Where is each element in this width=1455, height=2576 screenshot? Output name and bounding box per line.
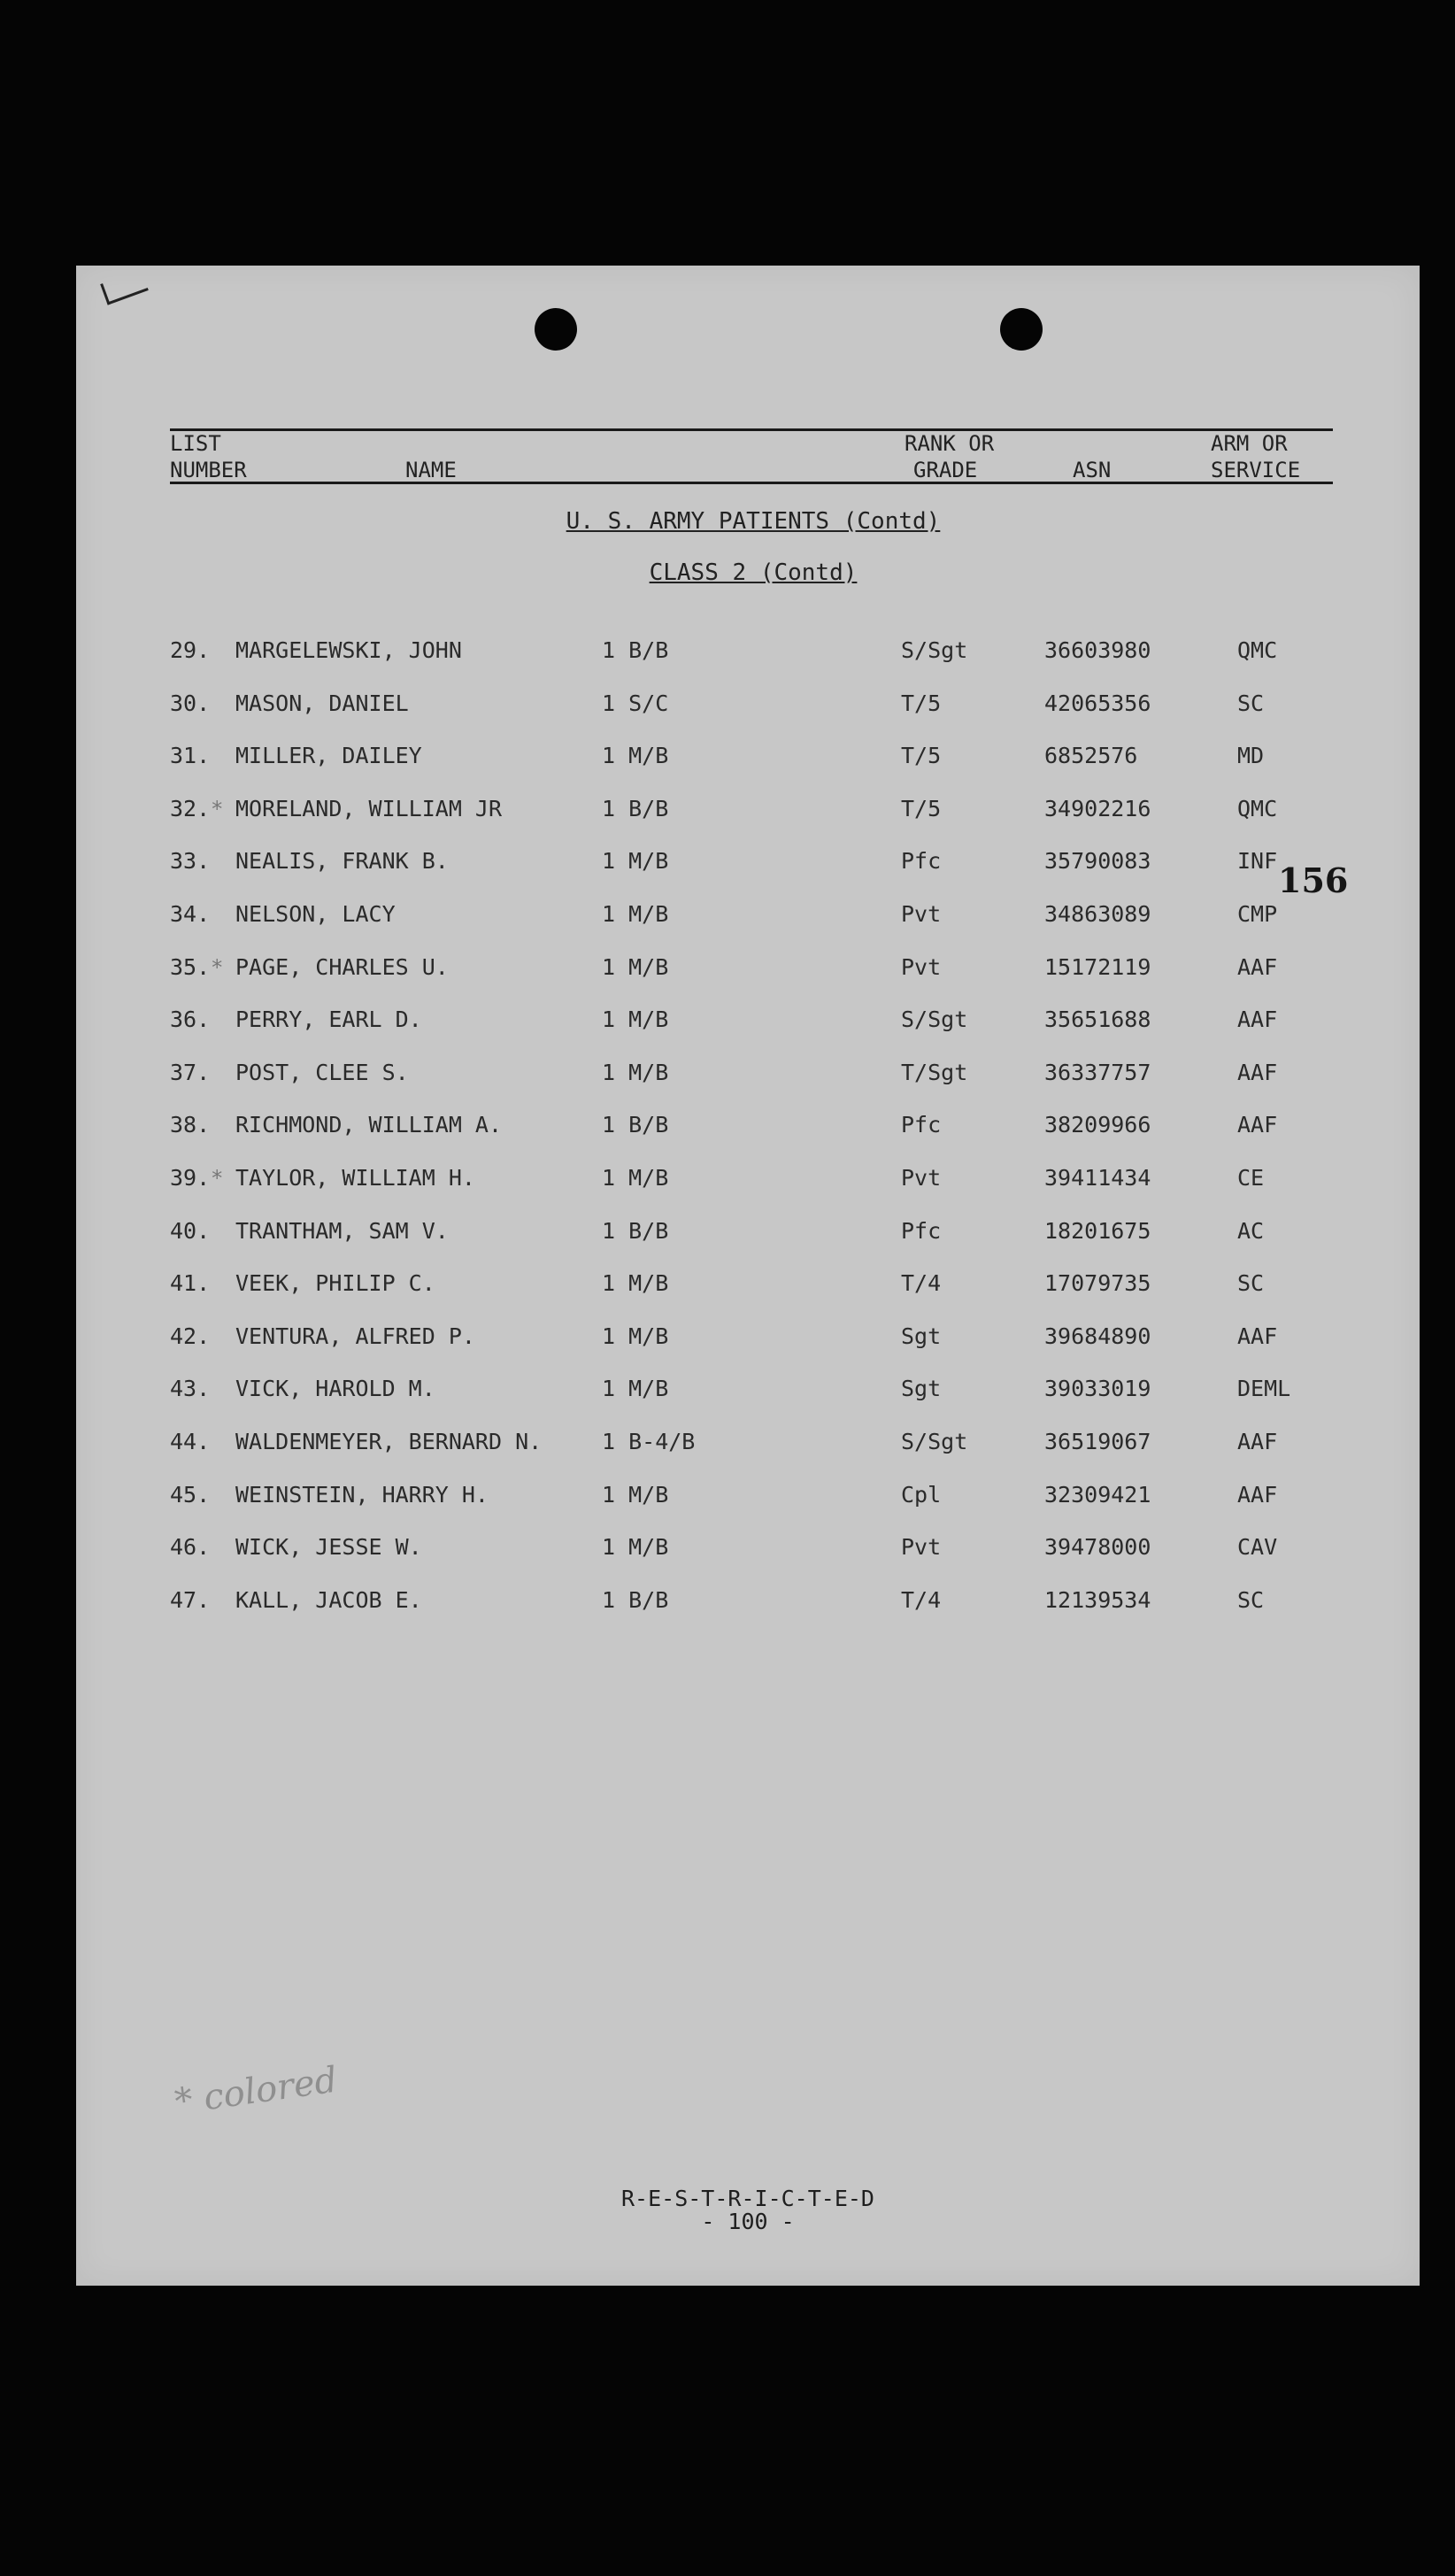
patient-arm-service: AC — [1237, 1217, 1265, 1244]
patient-class: 1 M/B — [602, 743, 669, 769]
row-number: 41. — [170, 1270, 211, 1297]
row-number: 30. — [170, 690, 211, 716]
patient-asn: 39478000 — [1044, 1534, 1151, 1561]
patient-rank: S/Sgt — [901, 1429, 968, 1454]
header-arm-line2: SERVICE — [1211, 458, 1301, 482]
patient-arm-service: SC — [1237, 690, 1265, 716]
patient-class: 1 M/B — [602, 1059, 669, 1085]
patient-name: TAYLOR, WILLIAM H. — [235, 1165, 475, 1191]
footer-restricted: R-E-S-T-R-I-C-T-E-D — [621, 2186, 874, 2211]
section-subtitle — [76, 559, 1430, 586]
patient-name: PERRY, EARL D. — [235, 1006, 422, 1033]
annotation-mark: * — [211, 796, 224, 821]
patient-arm-service: INF — [1237, 848, 1278, 875]
row-number: 31. — [170, 743, 211, 769]
footer-page-number: - 100 - — [701, 2209, 795, 2234]
patient-rank: Sgt — [901, 1323, 942, 1349]
patient-class: 1 B/B — [602, 1112, 669, 1138]
patient-name: TRANTHAM, SAM V. — [235, 1217, 449, 1244]
patient-rank: Pvt — [901, 901, 942, 927]
patient-class: 1 B-4/B — [602, 1429, 696, 1454]
patient-asn: 36603980 — [1044, 637, 1151, 663]
patient-class: 1 M/B — [602, 1006, 669, 1033]
table-row — [76, 1216, 1420, 1252]
patient-rank: Pfc — [901, 1112, 942, 1138]
table-row — [76, 953, 1420, 988]
patient-name: PAGE, CHARLES U. — [235, 953, 449, 980]
patient-rank: Pfc — [901, 1217, 942, 1244]
patient-name: POST, CLEE S. — [235, 1059, 409, 1085]
patient-rank: Pvt — [901, 1534, 942, 1561]
row-number: 36. — [170, 1006, 211, 1033]
patient-class: 1 M/B — [602, 1165, 669, 1191]
patient-rank: S/Sgt — [901, 637, 968, 663]
patient-asn: 39684890 — [1044, 1323, 1151, 1349]
table-row — [76, 794, 1420, 829]
table-row — [76, 689, 1420, 724]
patient-arm-service: AAF — [1237, 1112, 1278, 1138]
patient-class: 1 B/B — [602, 1586, 669, 1613]
row-number: 44. — [170, 1429, 211, 1454]
patient-class: 1 M/B — [602, 1270, 669, 1297]
section-title-text: U. S. ARMY PATIENTS (Contd) — [566, 508, 941, 535]
patient-name: WEINSTEIN, HARRY H. — [235, 1481, 489, 1508]
patient-name: VENTURA, ALFRED P. — [235, 1323, 475, 1349]
page-stamp-number: 156 — [1278, 860, 1349, 900]
patient-arm-service: CMP — [1237, 901, 1278, 927]
patient-arm-service: CE — [1237, 1165, 1265, 1191]
row-number: 38. — [170, 1112, 211, 1138]
patient-class: 1 B/B — [602, 637, 669, 663]
patient-arm-service: MD — [1237, 743, 1265, 769]
punch-hole-left — [535, 308, 577, 351]
patient-class: 1 M/B — [602, 901, 669, 927]
patient-asn: 39411434 — [1044, 1165, 1151, 1191]
table-row — [76, 1427, 1420, 1462]
row-number: 37. — [170, 1059, 211, 1085]
row-number: 46. — [170, 1534, 211, 1561]
header-asn: ASN — [1073, 458, 1112, 482]
patient-name: NEALIS, FRANK B. — [235, 848, 449, 875]
patient-class: 1 B/B — [602, 795, 669, 821]
handwritten-note: * colored — [172, 2059, 340, 2123]
annotation-mark: * — [211, 954, 224, 980]
header-list-number — [170, 430, 247, 483]
patient-name: NELSON, LACY — [235, 901, 396, 927]
table-row — [76, 1110, 1420, 1145]
header-rule-bottom — [170, 482, 1333, 484]
patient-rank: T/Sgt — [901, 1059, 968, 1085]
patient-class: 1 M/B — [602, 1534, 669, 1561]
patient-rank: Pvt — [901, 1165, 942, 1191]
table-row — [76, 1374, 1420, 1409]
patient-class: 1 M/B — [602, 848, 669, 875]
document-page — [76, 266, 1420, 2286]
patient-class: 1 S/C — [602, 690, 669, 716]
table-row — [76, 636, 1420, 671]
patient-asn: 39033019 — [1044, 1376, 1151, 1402]
patient-asn: 38209966 — [1044, 1112, 1151, 1138]
header-rank-line2: GRADE — [913, 458, 978, 482]
row-number: 34. — [170, 901, 211, 927]
table-row — [76, 1058, 1420, 1093]
patient-name: MASON, DANIEL — [235, 690, 409, 716]
patient-asn: 17079735 — [1044, 1270, 1151, 1297]
table-row — [76, 1480, 1420, 1516]
patient-asn: 15172119 — [1044, 953, 1151, 980]
header-rank-grade — [905, 430, 994, 483]
patient-arm-service: SC — [1237, 1586, 1265, 1613]
header-rank-line1: RANK OR — [905, 431, 995, 456]
patient-class: 1 M/B — [602, 953, 669, 980]
patient-rank: T/4 — [901, 1270, 942, 1297]
patient-arm-service: AAF — [1237, 953, 1278, 980]
patient-arm-service: QMC — [1237, 795, 1278, 821]
table-row — [76, 1532, 1420, 1568]
patient-class: 1 B/B — [602, 1217, 669, 1244]
header-arm-line1: ARM OR — [1211, 431, 1288, 456]
table-row — [76, 1163, 1420, 1199]
annotation-mark: * — [211, 1166, 224, 1191]
row-number: 29. — [170, 637, 211, 663]
patient-asn: 36337757 — [1044, 1059, 1151, 1085]
patient-asn: 35651688 — [1044, 1006, 1151, 1033]
section-subtitle-text: CLASS 2 (Contd) — [649, 559, 858, 586]
patient-class: 1 M/B — [602, 1481, 669, 1508]
patient-name: VICK, HAROLD M. — [235, 1376, 435, 1402]
patient-rank: T/4 — [901, 1586, 942, 1613]
patient-name: KALL, JACOB E. — [235, 1586, 422, 1613]
patient-rank: Pvt — [901, 953, 942, 980]
row-number: 42. — [170, 1323, 211, 1349]
patient-arm-service: AAF — [1237, 1006, 1278, 1033]
table-row — [76, 846, 1420, 882]
patient-asn: 6852576 — [1044, 743, 1138, 769]
patient-arm-service: SC — [1237, 1270, 1265, 1297]
patient-name: RICHMOND, WILLIAM A. — [235, 1112, 503, 1138]
patient-asn: 12139534 — [1044, 1586, 1151, 1613]
patient-arm-service: AAF — [1237, 1429, 1278, 1454]
header-name: NAME — [405, 458, 457, 482]
staple-mark — [100, 269, 149, 305]
patient-asn: 42065356 — [1044, 690, 1151, 716]
patient-arm-service: AAF — [1237, 1323, 1278, 1349]
patient-class: 1 M/B — [602, 1376, 669, 1402]
patient-name: MARGELEWSKI, JOHN — [235, 637, 462, 663]
patient-name: VEEK, PHILIP C. — [235, 1270, 435, 1297]
patient-arm-service: QMC — [1237, 637, 1278, 663]
patient-arm-service: CAV — [1237, 1534, 1278, 1561]
patient-arm-service: DEML — [1237, 1376, 1291, 1402]
header-arm-service — [1211, 430, 1300, 483]
table-row — [76, 1269, 1420, 1304]
table-row — [76, 1585, 1420, 1621]
patient-asn: 34902216 — [1044, 795, 1151, 821]
patient-asn: 32309421 — [1044, 1481, 1151, 1508]
patient-name: WICK, JESSE W. — [235, 1534, 422, 1561]
row-number: 43. — [170, 1376, 211, 1402]
header-list-number-line2: NUMBER — [170, 458, 247, 482]
row-number: 35. — [170, 953, 211, 980]
table-row — [76, 1322, 1420, 1357]
patient-asn: 34863089 — [1044, 901, 1151, 927]
patient-rank: T/5 — [901, 795, 942, 821]
row-number: 45. — [170, 1481, 211, 1508]
patient-rank: Pfc — [901, 848, 942, 875]
patient-arm-service: AAF — [1237, 1481, 1278, 1508]
patient-rank: Sgt — [901, 1376, 942, 1402]
patient-name: MORELAND, WILLIAM JR — [235, 795, 503, 821]
header-rule-top — [170, 428, 1333, 431]
row-number: 32. — [170, 795, 211, 821]
row-number: 33. — [170, 848, 211, 875]
section-title — [76, 508, 1430, 535]
patient-rank: Cpl — [901, 1481, 942, 1508]
patient-arm-service: AAF — [1237, 1059, 1278, 1085]
patient-name: WALDENMEYER, BERNARD N. — [235, 1429, 543, 1454]
row-number: 39. — [170, 1165, 211, 1191]
table-row — [76, 899, 1420, 935]
header-list-number-line1: LIST — [170, 431, 221, 456]
patient-rank: T/5 — [901, 690, 942, 716]
row-number: 40. — [170, 1217, 211, 1244]
patient-class: 1 M/B — [602, 1323, 669, 1349]
row-number: 47. — [170, 1586, 211, 1613]
patient-asn: 18201675 — [1044, 1217, 1151, 1244]
patient-rank: T/5 — [901, 743, 942, 769]
punch-hole-right — [1000, 308, 1043, 351]
table-row — [76, 1005, 1420, 1040]
patient-rank: S/Sgt — [901, 1006, 968, 1033]
table-row — [76, 741, 1420, 776]
patient-asn: 36519067 — [1044, 1429, 1151, 1454]
patient-name: MILLER, DAILEY — [235, 743, 422, 769]
patient-asn: 35790083 — [1044, 848, 1151, 875]
